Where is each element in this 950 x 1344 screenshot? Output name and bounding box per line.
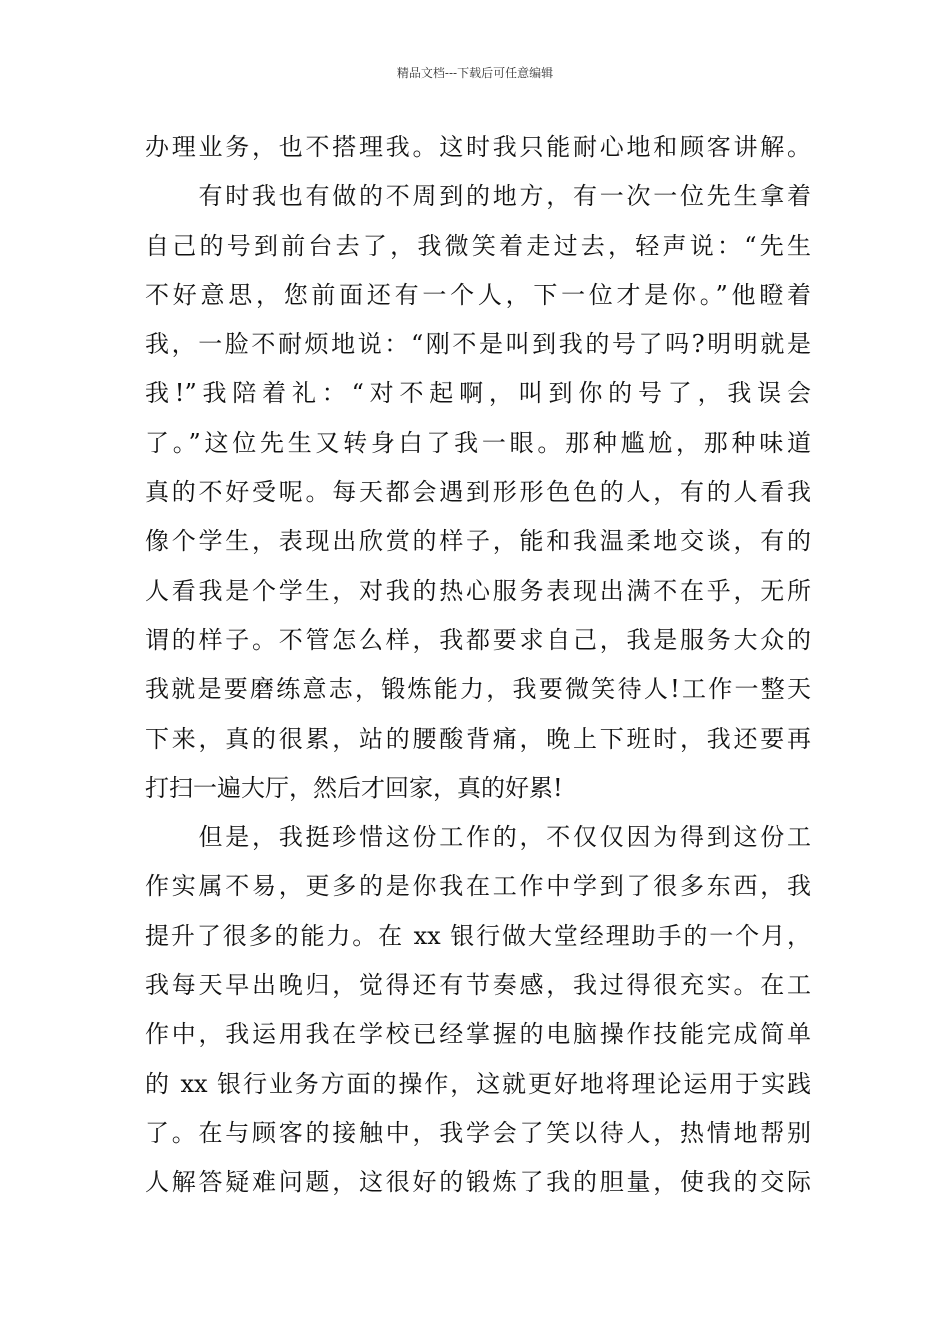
text-line: 但是，我挺珍惜这份工作的，不仅仅因为得到这份工 [145,823,811,852]
text-line: 我!”我陪着礼：“对不起啊，叫到你的号了，我误会 [145,379,811,408]
text-line: 不好意思，您前面还有一个人，下一位才是你。”他瞪着 [145,280,811,309]
page-header: 精品文档---下载后可任意编辑 [396,66,554,80]
text-line: 提升了很多的能力。在 xx 银行做大堂经理助手的一个月， [145,921,811,950]
text-line: 自己的号到前台去了，我微笑着走过去，轻声说：“先生 [145,231,811,260]
text-line: 打扫一遍大厅，然后才回家，真的好累! [145,773,563,802]
text-line: 谓的样子。不管怎么样，我都要求自己，我是服务大众的 [145,625,811,654]
text-line: 我每天早出晚归，觉得还有节奏感，我过得很充实。在工 [145,971,811,1000]
text-line: 有时我也有做的不周到的地方，有一次一位先生拿着 [145,182,811,211]
text-line: 人看我是个学生，对我的热心服务表现出满不在乎，无所 [145,576,811,605]
text-line: 的 xx 银行业务方面的操作，这就更好地将理论运用于实践 [145,1069,811,1098]
text-line: 办理业务，也不搭理我。这时我只能耐心地和顾客讲解。 [145,133,811,161]
text-line: 我就是要磨练意志，锻炼能力，我要微笑待人!工作一整天 [145,675,811,704]
text-line: 作实属不易，更多的是你我在工作中学到了很多东西，我 [145,872,811,901]
text-line: 了。在与顾客的接触中，我学会了笑以待人，热情地帮别 [145,1118,811,1147]
text-line: 人解答疑难问题，这很好的锻炼了我的胆量，使我的交际 [145,1168,811,1197]
document-body [145,123,811,1208]
text-line: 下来，真的很累，站的腰酸背痛，晚上下班时，我还要再 [145,724,811,753]
text-line: 我，一脸不耐烦地说：“刚不是叫到我的号了吗?明明就是 [145,330,811,359]
text-line: 真的不好受呢。每天都会遇到形形色色的人，有的人看我 [145,478,811,507]
text-line: 像个学生，表现出欣赏的样子，能和我温柔地交谈，有的 [145,527,811,556]
text-line: 了。”这位先生又转身白了我一眼。那种尴尬，那种味道 [145,428,811,457]
text-line: 作中，我运用我在学校已经掌握的电脑操作技能完成简单 [145,1020,811,1049]
